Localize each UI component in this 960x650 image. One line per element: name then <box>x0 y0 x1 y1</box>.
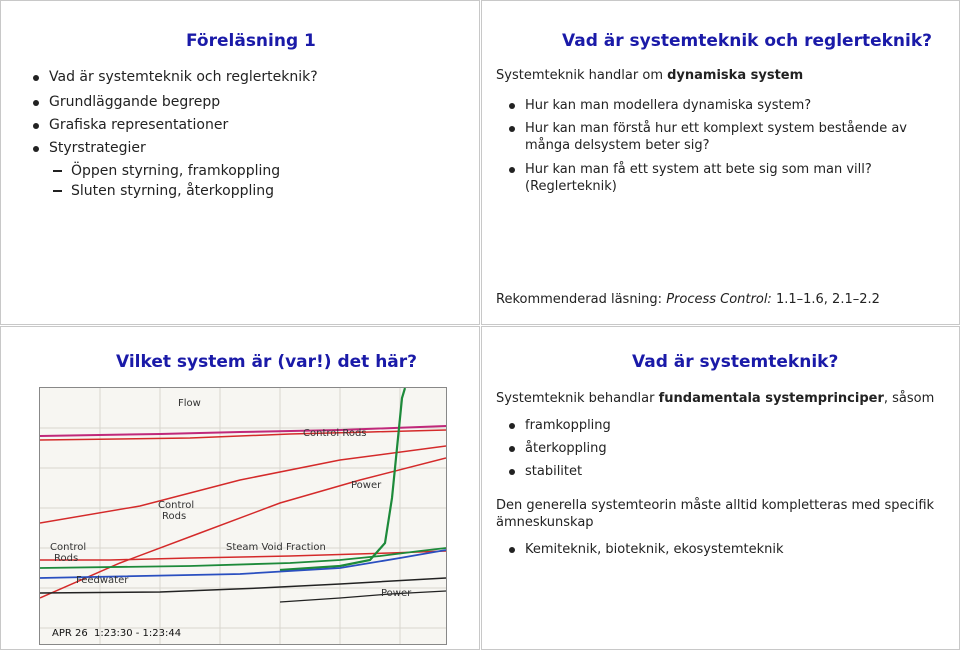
power-lower-curve <box>280 591 446 602</box>
bullet-icon <box>33 100 39 106</box>
control-rods-mid-curve <box>40 446 446 523</box>
bullet-icon <box>509 167 515 173</box>
intro-text <box>496 390 934 407</box>
bullet-text: återkoppling <box>525 441 607 456</box>
bullet-icon <box>33 146 39 152</box>
general-theory-text <box>496 497 934 531</box>
time-range: 1:23:30 - 1:23:44 <box>94 628 182 639</box>
control-left-label: Control <box>50 542 87 553</box>
bullet-icon <box>509 547 515 553</box>
chart-grid <box>40 388 446 644</box>
bullet-text: stabilitet <box>525 464 583 479</box>
bullet-icon <box>33 75 39 81</box>
bullet-item <box>525 440 607 457</box>
control-label: Control <box>158 500 195 511</box>
bullet-text: Grundläggande begrepp <box>49 94 221 110</box>
bullet-text: Grafiska representationer <box>49 117 229 133</box>
intro-bold: fundamentala systemprinciper <box>658 391 884 406</box>
bullet-item <box>525 541 784 558</box>
dash-icon <box>53 170 62 172</box>
bullet-icon <box>509 446 515 452</box>
bullet-text: Styrstrategier <box>49 140 146 156</box>
bullet-item <box>525 463 582 480</box>
slide-title: Föreläsning 1 <box>186 31 316 51</box>
dash-icon <box>53 190 62 192</box>
rods-left-label: Rods <box>54 553 79 564</box>
control-rods-label: Control Rods <box>303 428 367 439</box>
slide-systemteknik-reglerteknik <box>481 0 960 325</box>
bullet-text: Hur kan man förstå hur ett komplext system bestående av <box>525 121 907 136</box>
steam-void-label: Steam Void Fraction <box>226 542 326 553</box>
intro-bold: dynamiska system <box>667 68 804 83</box>
sub-bullet-text: Sluten styrning, återkoppling <box>71 183 274 199</box>
bullet-item <box>49 116 228 135</box>
reading-book: Process Control: <box>666 292 772 307</box>
bullet-item <box>49 93 220 112</box>
intro-suffix: , såsom <box>883 391 935 406</box>
bullet-text: Hur kan man få ett system att bete sig som man vill? <box>525 162 872 177</box>
flow-label: Flow <box>178 398 201 409</box>
intro-text <box>496 67 803 84</box>
bullet-icon <box>509 103 515 109</box>
slide-lecture-overview <box>0 0 480 325</box>
bullet-icon <box>509 423 515 429</box>
bullet-text-cont: (Reglerteknik) <box>525 179 617 194</box>
bullet-text: Vad är systemteknik och reglerteknik? <box>49 69 318 85</box>
bullet-item <box>525 161 872 195</box>
bullet-icon <box>33 123 39 129</box>
slide-vad-ar-systemteknik <box>481 326 960 650</box>
bullet-item <box>49 139 146 158</box>
bullet-text-cont: många delsystem beter sig? <box>525 138 710 153</box>
feedwater-label: Feedwater <box>76 575 129 586</box>
bullet-icon <box>509 469 515 475</box>
bullet-text: Kemiteknik, bioteknik, ekosystemteknik <box>525 542 784 557</box>
sub-bullet-text: Öppen styrning, framkoppling <box>71 163 281 179</box>
bullet-item <box>525 120 907 154</box>
slide-title: Vad är systemteknik och reglerteknik? <box>562 31 933 51</box>
intro-prefix: Systemteknik behandlar <box>496 391 659 406</box>
sub-bullet-item <box>71 162 280 181</box>
bullet-item <box>525 417 611 434</box>
slide-title: Vad är systemteknik? <box>632 352 839 372</box>
bullet-icon <box>509 126 515 132</box>
intro-prefix: Systemteknik handlar om <box>496 68 668 83</box>
reactor-chart-svg <box>40 388 446 644</box>
reading-prefix: Rekommenderad läsning: <box>496 292 667 307</box>
reading-sections: 1.1–1.6, 2.1–2.2 <box>771 292 880 307</box>
rods-label: Rods <box>162 511 187 522</box>
reactor-chart-image <box>39 387 447 645</box>
slide-which-system <box>0 326 480 650</box>
power-label: Power <box>351 480 382 491</box>
sub-bullet-item <box>71 182 274 201</box>
bullet-text: Hur kan man modellera dynamiska system? <box>525 98 812 113</box>
power-bottom-label: Power <box>381 588 412 599</box>
para-line-cont: ämneskunskap <box>496 515 594 530</box>
bullet-item <box>49 68 318 87</box>
bullet-item <box>525 97 811 114</box>
bullet-text: framkoppling <box>525 418 611 433</box>
para-line: Den generella systemteorin måste alltid kompletteras med specifik <box>496 498 935 513</box>
date-stamp: APR 26 <box>52 628 88 639</box>
reading-text <box>496 291 880 308</box>
slide-title: Vilket system är (var!) det här? <box>116 352 418 372</box>
